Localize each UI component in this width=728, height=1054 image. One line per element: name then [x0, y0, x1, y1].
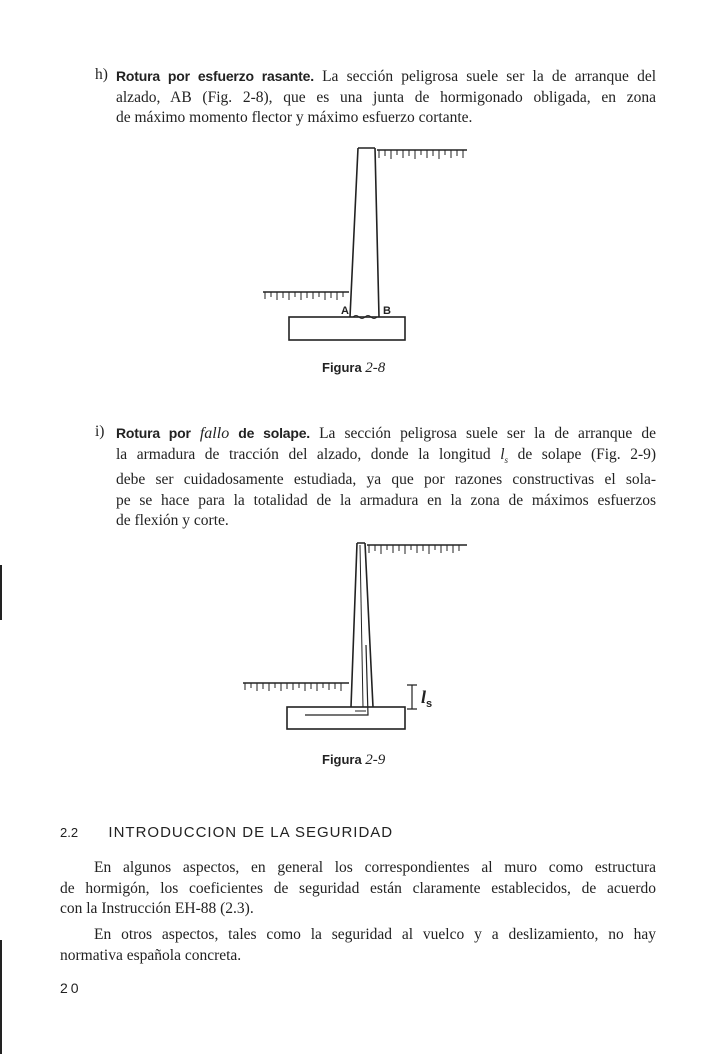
item-marker-i: i): [95, 423, 105, 440]
section-number: 2.2: [60, 825, 79, 840]
item-h-line-3: de máximo momento flector y máximo esfuerzo cortante.: [116, 109, 473, 126]
item-h-title: Rotura por esfuerzo rasante.: [116, 68, 314, 84]
scan-edge-mark-1: [0, 565, 2, 620]
figure-2-8-drawing: [255, 140, 455, 340]
symbol-ls: $l_s$: [500, 445, 509, 465]
figure-2-8-number: 2-8: [365, 360, 386, 376]
point-a-label: A: [341, 305, 349, 317]
item-i-title-a: Rotura por: [116, 425, 191, 441]
item-marker-h: h): [95, 66, 108, 83]
item-i-line-4: pe se hace para la totalidad de la armadura en la zona de máximos esfuerzos: [116, 491, 656, 509]
figure-2-8-label: Figura: [322, 360, 362, 375]
foundation-slab: [287, 707, 405, 729]
scan-edge-mark-2: [0, 940, 2, 1054]
lap-length-dimension: [407, 685, 417, 709]
body-p1-line-2: de hormigón, los coeficientes de seguridad están claramente establecidos, de acuerdo: [60, 879, 656, 897]
page-number: 20: [60, 980, 82, 996]
figure-2-8-caption: [322, 360, 385, 377]
item-i-title-c: de solape.: [238, 425, 310, 441]
retaining-wall-stem: [351, 543, 373, 707]
item-i-line-3: debe ser cuidadosamente estudiada, ya que por razones constructivas el sola-: [116, 471, 656, 489]
retaining-wall-stem: [350, 148, 379, 317]
item-i-line-2: la armadura de tracción del alzado, donde la longitud: [116, 445, 491, 463]
starter-bar: [305, 645, 368, 715]
figure-2-9-number: 2-9: [365, 752, 386, 768]
body-paragraph-2: [60, 925, 656, 966]
body-paragraph-1: [60, 858, 656, 920]
item-h-line-1: La sección peligrosa suele ser la de arranque del: [322, 68, 657, 85]
section-title: INTRODUCCION DE LA SEGURIDAD: [108, 824, 394, 841]
item-i-line-5: de flexión y corte.: [116, 512, 229, 530]
item-i-line-2b: de solape (Fig. 2-9): [517, 445, 657, 463]
tension-rebar: [360, 545, 363, 707]
figure-2-9-label: Figura: [322, 752, 362, 767]
item-i-line-1: La sección peligrosa suele ser la de arranque de: [319, 425, 656, 442]
lap-length-symbol: $l_s$: [421, 687, 433, 710]
body-p2-line-2: normativa española concreta.: [60, 946, 242, 964]
point-b-label: B: [383, 305, 391, 317]
body-p1-line-1: En algunos aspectos, en general los correspondientes al muro como estructura: [94, 859, 656, 876]
item-i-paragraph: [116, 423, 656, 532]
figure-2-9-caption: [322, 752, 385, 769]
foundation-slab: [289, 317, 405, 340]
item-h-paragraph: [116, 66, 656, 129]
body-p2-line-1: En otros aspectos, tales como la seguridad al vuelco y a deslizamiento, no hay: [94, 926, 656, 943]
item-h-line-2: alzado, AB (Fig. 2-8), que es una junta de hormigonado obligada, en zona: [116, 88, 656, 106]
item-i-title-b: fallo: [199, 425, 230, 442]
body-p1-line-3: con la Instrucción EH-88 (2.3).: [60, 900, 254, 917]
section-heading: [60, 824, 393, 841]
figure-2-9-drawing: [235, 535, 475, 745]
